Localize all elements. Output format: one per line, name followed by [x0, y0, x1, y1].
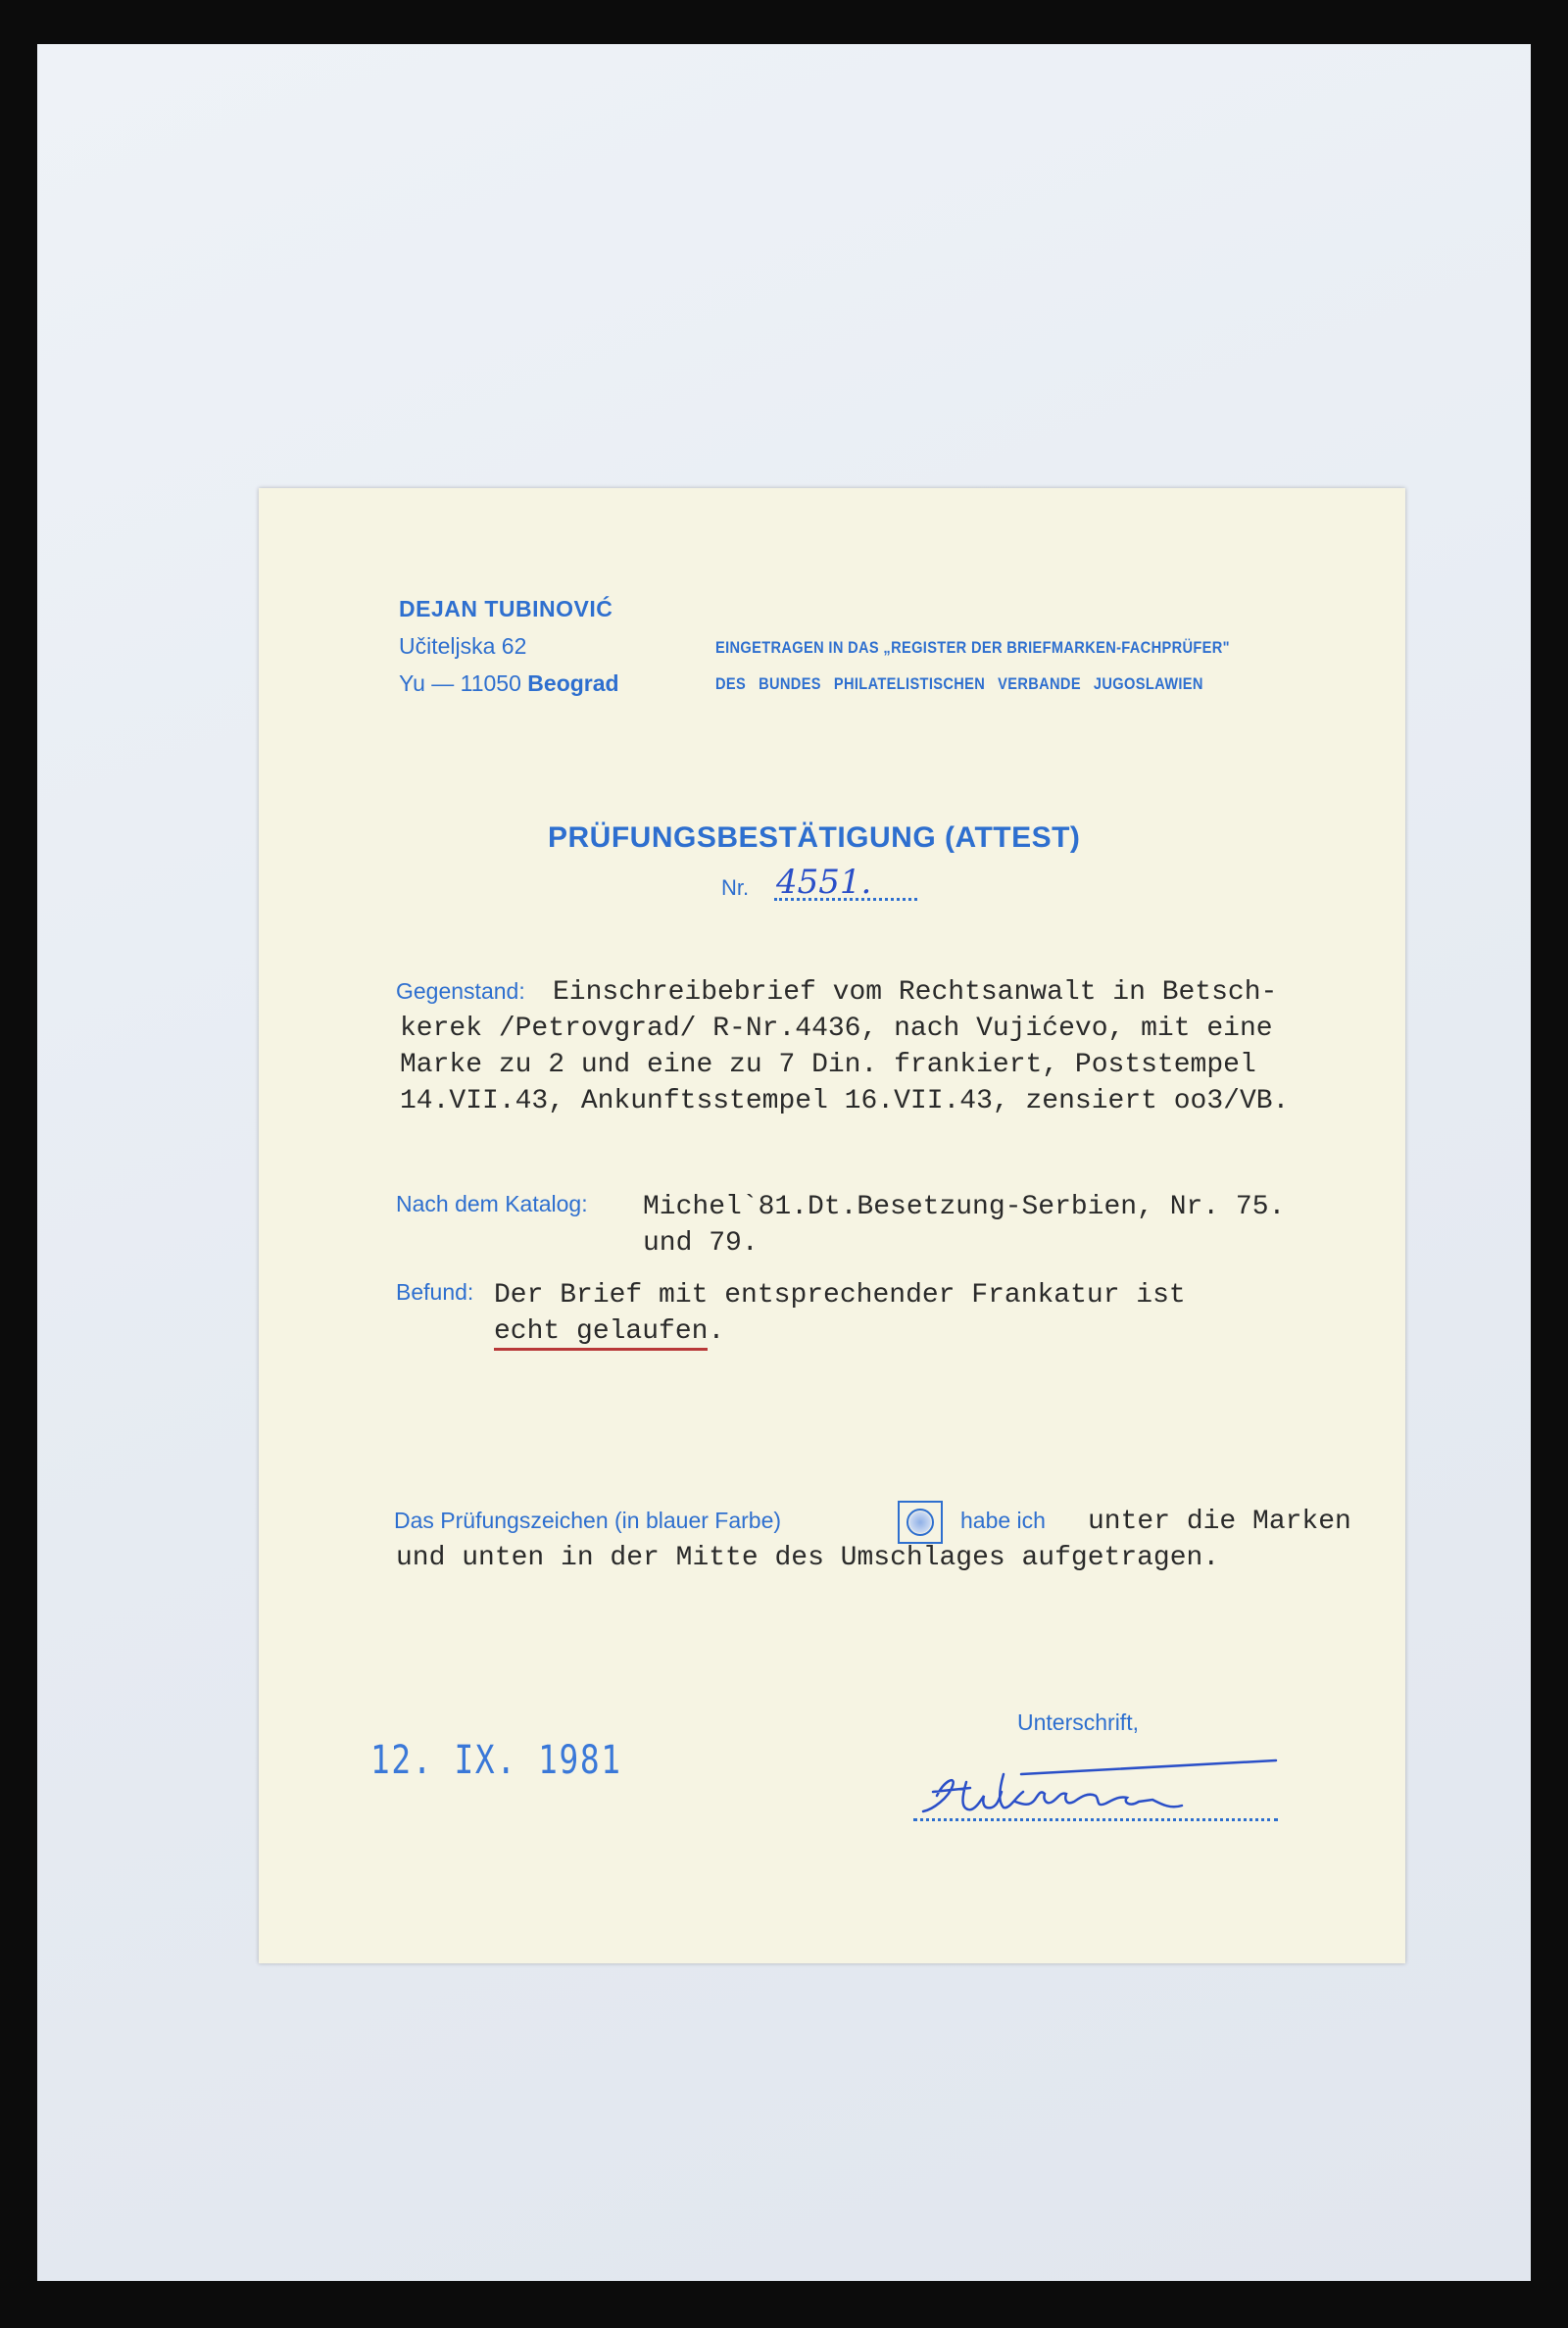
pruefzeichen-seal-icon — [906, 1509, 934, 1536]
pruefzeichen-label: Das Prüfungszeichen (in blauer Farbe) — [394, 1508, 782, 1533]
certificate-title: PRÜFUNGSBESTÄTIGUNG (ATTEST) — [548, 821, 1081, 854]
gegenstand-line-2: kerek /Petrovgrad/ R-Nr.4436, nach Vujićevo, mit eine — [400, 1014, 1273, 1044]
befund-label: Befund: — [396, 1279, 474, 1305]
befund-verdict: echt gelaufen — [494, 1316, 708, 1351]
number-value-suffix: . — [860, 863, 872, 902]
certificate-sheet — [259, 488, 1405, 1963]
gegenstand-line-1: Einschreibebrief vom Rechtsanwalt in Betsch- — [553, 977, 1278, 1008]
number-dotted-line — [774, 898, 917, 901]
pruefzeichen-mark — [898, 1501, 943, 1544]
befund-line-1: Der Brief mit entsprechender Frankatur ist — [494, 1280, 1186, 1311]
befund-line-2 — [494, 1313, 1186, 1350]
album-page — [37, 44, 1531, 2281]
issuer-city — [399, 670, 619, 697]
register-line-1: EINGETRAGEN IN DAS „REGISTER DER BRIEFMARKEN-FACHPRÜFER" — [715, 638, 1230, 657]
date-stamp: 12. IX. 1981 — [370, 1738, 622, 1783]
gegenstand-label: Gegenstand: — [396, 978, 525, 1004]
signature-label: Unterschrift, — [1017, 1709, 1139, 1735]
issuer-city-name: Beograd — [527, 670, 619, 696]
issuer-street: Učiteljska 62 — [399, 633, 527, 659]
pruefzeichen-line-1: unter die Marken — [1088, 1507, 1351, 1537]
issuer-city-prefix: Yu — 11050 — [399, 670, 521, 696]
number-value — [776, 863, 871, 902]
gegenstand-line-4: 14.VII.43, Ankunftsstempel 16.VII.43, zensiert oo3/VB. — [400, 1086, 1290, 1116]
katalog-label: Nach dem Katalog: — [396, 1191, 588, 1216]
katalog-body — [643, 1189, 1285, 1262]
befund-body — [494, 1277, 1186, 1350]
katalog-line-2: und 79. — [643, 1228, 759, 1259]
number-value-digits: 4551 — [776, 863, 861, 902]
pruefzeichen-line-2: und unten in der Mitte des Umschlages aufgetragen. — [396, 1543, 1220, 1573]
signature-dotted-line — [913, 1818, 1278, 1821]
number-label: Nr. — [721, 875, 750, 900]
gegenstand-body — [400, 1011, 1289, 1119]
katalog-line-1: Michel`81.Dt.Besetzung-Serbien, Nr. 75. — [643, 1192, 1286, 1222]
issuer-name: DEJAN TUBINOVIĆ — [399, 596, 613, 621]
register-line-2: DES BUNDES PHILATELISTISCHEN VERBANDE JUGOSLAWIEN — [715, 674, 1203, 693]
gegenstand-line-3: Marke zu 2 und eine zu 7 Din. frankiert, Poststempel — [400, 1050, 1256, 1080]
befund-line-2-end: . — [708, 1316, 725, 1347]
pruefzeichen-label-after: habe ich — [960, 1508, 1046, 1533]
